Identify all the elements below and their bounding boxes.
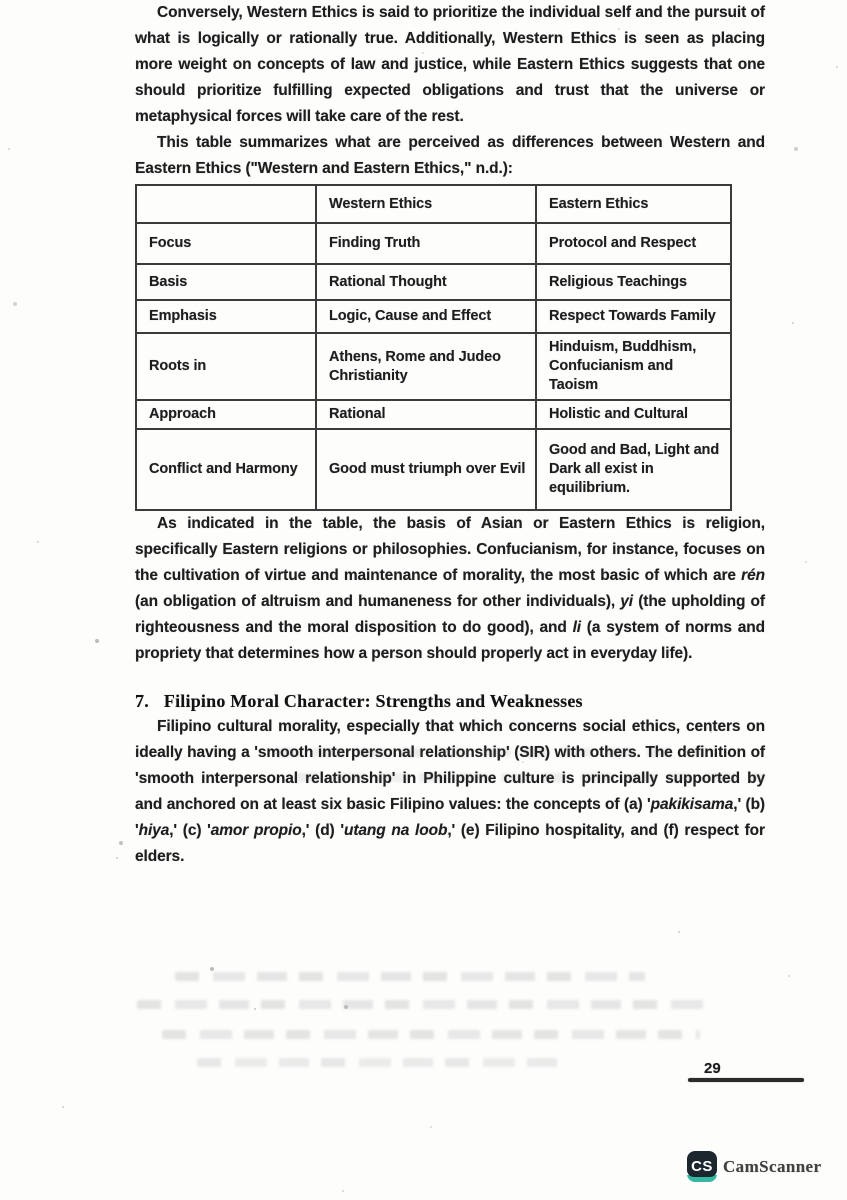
western-cell: Good must triumph over Evil	[316, 429, 536, 510]
paragraph-table-analysis: As indicated in the table, the basis of Asian or Eastern Ethics is religion, specifically Eastern religions or philosophies. Confucianism, for instance, focuses on the cultivation of virtue and maintenance of morality, the most basic of which are rén (an obligation of altruism and humaneness for other individuals), yi (the upholding of righteousness and the moral disposition to do good), and li (a system of norms and propriety that determines how a person should properly act in everyday life).	[135, 515, 766, 662]
page-number: 29	[704, 1060, 721, 1077]
header-eastern-ethics: Eastern Ethics	[536, 185, 731, 223]
paragraph-western-ethics: Conversely, Western Ethics is said to prioritize the individual self and the pursuit of what is logically or rationally true. Additionally, Western Ethics is seen as placing more weight on concepts of law and justice, while Eastern Ethics suggests that one should prioritize fulfilling expected obligations and trust that the universe or metaphysical forces will take care of the rest.	[135, 4, 765, 125]
western-cell: Rational Thought	[316, 264, 536, 300]
header-western-ethics: Western Ethics	[316, 185, 536, 223]
row-label: Roots in	[136, 333, 316, 400]
section-title: Filipino Moral Character: Strengths and Weaknesses	[163, 691, 583, 711]
paragraph-filipino-morality: Filipino cultural morality, especially that which concerns social ethics, centers on ideally having a 'smooth interpersonal relationship' (SIR) with others. The definition of 'smooth interpersonal relationship' in Philippine culture is principally supported by and anchored on at least six basic Filipino values: the concepts of (a) 'pakikisama,' (b) 'hiya,' (c) 'amor propio,' (d) 'utang na loob,' (e) Filipino hospitality, and (f) respect for elders.	[135, 718, 765, 865]
ethics-comparison-table	[135, 184, 732, 511]
bleed-through-line	[275, 748, 705, 757]
table-row-emphasis	[136, 300, 731, 333]
page-number-underline	[688, 1078, 804, 1082]
row-label: Conflict and Harmony	[136, 429, 316, 510]
camscanner-label: CamScanner	[723, 1156, 822, 1176]
western-cell: Rational	[316, 400, 536, 429]
header-empty-cell	[136, 185, 316, 223]
camscanner-logo-icon	[687, 1151, 717, 1182]
bleed-through-line	[197, 1058, 569, 1067]
row-label: Approach	[136, 400, 316, 429]
western-cell: Athens, Rome and Judeo Christianity	[316, 333, 536, 400]
cs-badge-letters: CS	[691, 1158, 713, 1175]
western-cell: Logic, Cause and Effect	[316, 300, 536, 333]
western-cell: Finding Truth	[316, 223, 536, 264]
table-header-row	[136, 185, 731, 223]
row-label: Basis	[136, 264, 316, 300]
eastern-cell: Respect Towards Family	[536, 300, 731, 333]
eastern-cell: Good and Bad, Light and Dark all exist in equilibrium.	[536, 429, 731, 510]
table-row-roots-in	[136, 333, 731, 400]
row-label: Focus	[136, 223, 316, 264]
scan-noise	[0, 0, 2, 2]
bleed-through-line	[162, 1030, 700, 1039]
section-number: 7.	[135, 691, 149, 711]
eastern-cell: Religious Teachings	[536, 264, 731, 300]
table-row-basis	[136, 264, 731, 300]
bleed-through-line	[295, 773, 765, 782]
table-row-focus	[136, 223, 731, 264]
camscanner-watermark	[687, 1151, 821, 1182]
text-column	[135, 0, 765, 870]
section-heading	[135, 688, 765, 714]
eastern-cell: Holistic and Cultural	[536, 400, 731, 429]
table-row-conflict-and-harmony	[136, 429, 731, 510]
row-label: Emphasis	[136, 300, 316, 333]
eastern-cell: Hinduism, Buddhism, Confucianism and Taoism	[536, 333, 731, 400]
eastern-cell: Protocol and Respect	[536, 223, 731, 264]
table-row-approach	[136, 400, 731, 429]
paragraph-table-intro: This table summarizes what are perceived as differences between Western and Eastern Ethics ("Western and Eastern Ethics," n.d.):	[135, 134, 765, 177]
page-number-block	[688, 1060, 804, 1082]
bleed-through-line	[175, 972, 645, 981]
bleed-through-line	[137, 1000, 715, 1009]
